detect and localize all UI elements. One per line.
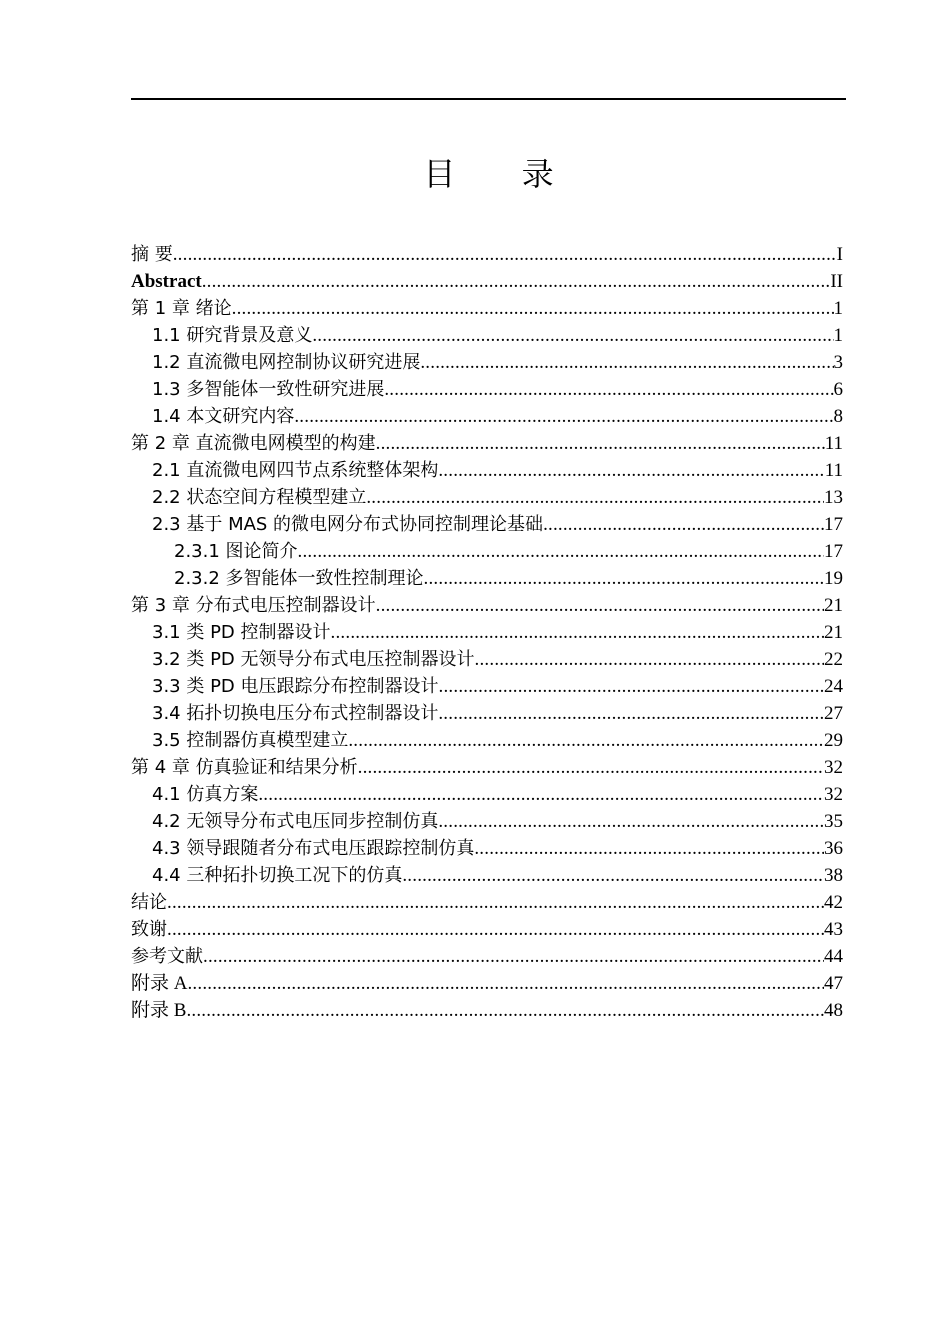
toc-dot-leader: [424, 565, 824, 592]
toc-entry[interactable]: [131, 484, 843, 511]
toc-entry-page-number: 24: [824, 676, 843, 697]
toc-entry[interactable]: [131, 727, 843, 754]
toc-dot-leader: [543, 511, 824, 538]
toc-dot-leader: [384, 376, 833, 403]
toc-dot-leader: [376, 592, 824, 619]
toc-entry[interactable]: [131, 241, 843, 268]
toc-entry-page-number: 17: [824, 541, 843, 562]
toc-entry-label: 1.1 研究背景及意义: [152, 325, 313, 346]
toc-dot-leader: [420, 349, 833, 376]
toc-entry-page-number: 1: [833, 325, 843, 346]
toc-entry[interactable]: [131, 673, 843, 700]
toc-entry-label: 附录 B: [131, 1000, 187, 1021]
toc-entry-page-number: 32: [824, 757, 843, 778]
toc-dot-leader: [298, 538, 824, 565]
toc-dot-leader: [438, 457, 824, 484]
toc-entry-page-number: 43: [824, 919, 843, 940]
toc-dot-leader: [312, 322, 833, 349]
toc-entry[interactable]: [131, 943, 843, 970]
toc-entry-page-number: 1: [833, 298, 843, 319]
toc-entry-label: 3.1 类 PD 控制器设计: [152, 622, 331, 643]
toc-dot-leader: [438, 700, 824, 727]
toc-entry-label: 4.1 仿真方案: [152, 784, 259, 805]
toc-entry[interactable]: [131, 754, 843, 781]
toc-entry[interactable]: [131, 538, 843, 565]
toc-dot-leader: [202, 268, 831, 295]
toc-dot-leader: [376, 430, 825, 457]
toc-entry-page-number: 17: [824, 514, 843, 535]
toc-entry[interactable]: [131, 781, 843, 808]
toc-entry[interactable]: [131, 997, 843, 1024]
toc-entry-label: 结论: [131, 892, 167, 913]
toc-dot-leader: [438, 808, 824, 835]
toc-entry-page-number: 48: [824, 1000, 843, 1021]
toc-dot-leader: [173, 241, 837, 268]
toc-entry[interactable]: [131, 511, 843, 538]
toc-entry[interactable]: [131, 700, 843, 727]
header-rule: [131, 98, 846, 100]
toc-entry-label: 2.3 基于 MAS 的微电网分布式协同控制理论基础: [152, 514, 544, 535]
toc-entry-page-number: 32: [824, 784, 843, 805]
toc-entry-label: 第 3 章 分布式电压控制器设计: [131, 595, 376, 616]
toc-entry-page-number: 11: [824, 460, 843, 481]
toc-entry[interactable]: [131, 295, 843, 322]
toc-entry-label: 附录 A: [131, 973, 188, 994]
toc-entry[interactable]: [131, 916, 843, 943]
toc-entry-page-number: 47: [824, 973, 843, 994]
toc-entry-page-number: 35: [824, 811, 843, 832]
toc-dot-leader: [358, 754, 824, 781]
toc-entry-page-number: 21: [824, 595, 843, 616]
toc-dot-leader: [366, 484, 824, 511]
toc-entry[interactable]: [131, 268, 843, 295]
toc-entry[interactable]: [131, 322, 843, 349]
toc-entry[interactable]: [131, 646, 843, 673]
page-title: 目 录: [423, 155, 582, 193]
toc-entry-label: 3.4 拓扑切换电压分布式控制器设计: [152, 703, 439, 724]
toc-entry-label: 1.2 直流微电网控制协议研究进展: [152, 352, 421, 373]
toc-entry-page-number: 6: [833, 379, 843, 400]
toc-entry[interactable]: [131, 835, 843, 862]
toc-entry-page-number: 11: [824, 433, 843, 454]
toc-dot-leader: [203, 943, 824, 970]
toc-entry-page-number: I: [836, 244, 843, 265]
toc-entry-label: 摘 要: [131, 244, 173, 265]
toc-entry[interactable]: [131, 403, 843, 430]
toc-dot-leader: [258, 781, 824, 808]
toc-dot-leader: [232, 295, 834, 322]
toc-dot-leader: [294, 403, 833, 430]
table-of-contents: [131, 241, 843, 1024]
toc-entry-label: 1.4 本文研究内容: [152, 406, 295, 427]
toc-entry-page-number: 22: [824, 649, 843, 670]
toc-entry-page-number: 21: [824, 622, 843, 643]
toc-entry-label: 2.2 状态空间方程模型建立: [152, 487, 367, 508]
toc-dot-leader: [439, 673, 824, 700]
toc-entry-label: 3.2 类 PD 无领导分布式电压控制器设计: [152, 649, 475, 670]
toc-dot-leader: [167, 916, 824, 943]
toc-entry[interactable]: [131, 430, 843, 457]
toc-entry-label: 4.3 领导跟随者分布式电压跟踪控制仿真: [152, 838, 475, 859]
toc-entry-label: 3.5 控制器仿真模型建立: [152, 730, 349, 751]
toc-dot-leader: [402, 862, 824, 889]
toc-dot-leader: [474, 835, 824, 862]
toc-entry[interactable]: [131, 592, 843, 619]
toc-entry[interactable]: [131, 970, 843, 997]
toc-dot-leader: [186, 997, 824, 1024]
toc-entry-label: 1.3 多智能体一致性研究进展: [152, 379, 385, 400]
toc-entry-page-number: 29: [824, 730, 843, 751]
toc-dot-leader: [348, 727, 824, 754]
toc-entry[interactable]: [131, 862, 843, 889]
toc-entry[interactable]: [131, 376, 843, 403]
toc-entry[interactable]: [131, 808, 843, 835]
toc-dot-leader: [475, 646, 824, 673]
toc-entry-label: 致谢: [131, 919, 167, 940]
toc-entry[interactable]: [131, 565, 843, 592]
toc-entry-page-number: II: [830, 271, 843, 292]
toc-entry[interactable]: [131, 349, 843, 376]
toc-entry-label: 2.3.2 多智能体一致性控制理论: [174, 568, 424, 589]
toc-dot-leader: [187, 970, 824, 997]
toc-entry-page-number: 38: [824, 865, 843, 886]
toc-entry-label: 参考文献: [131, 946, 203, 967]
toc-entry-label: 第 2 章 直流微电网模型的构建: [131, 433, 376, 454]
toc-entry-page-number: 36: [824, 838, 843, 859]
toc-entry-label: 第 1 章 绪论: [131, 298, 232, 319]
toc-entry[interactable]: [131, 457, 843, 484]
toc-entry-label: 4.2 无领导分布式电压同步控制仿真: [152, 811, 439, 832]
toc-entry-label: 3.3 类 PD 电压跟踪分布控制器设计: [152, 676, 439, 697]
toc-entry[interactable]: [131, 889, 843, 916]
toc-dot-leader: [167, 889, 824, 916]
toc-entry-label: 第 4 章 仿真验证和结果分析: [131, 757, 358, 778]
toc-entry-page-number: 19: [824, 568, 843, 589]
toc-entry-label: Abstract: [131, 271, 202, 292]
toc-entry[interactable]: [131, 619, 843, 646]
toc-entry-page-number: 42: [824, 892, 843, 913]
toc-entry-label: 4.4 三种拓扑切换工况下的仿真: [152, 865, 403, 886]
toc-entry-page-number: 13: [824, 487, 843, 508]
toc-entry-page-number: 3: [833, 352, 843, 373]
toc-entry-label: 2.1 直流微电网四节点系统整体架构: [152, 460, 439, 481]
toc-entry-page-number: 44: [824, 946, 843, 967]
toc-entry-label: 2.3.1 图论简介: [174, 541, 298, 562]
toc-entry-page-number: 27: [824, 703, 843, 724]
toc-dot-leader: [331, 619, 824, 646]
toc-entry-page-number: 8: [833, 406, 843, 427]
